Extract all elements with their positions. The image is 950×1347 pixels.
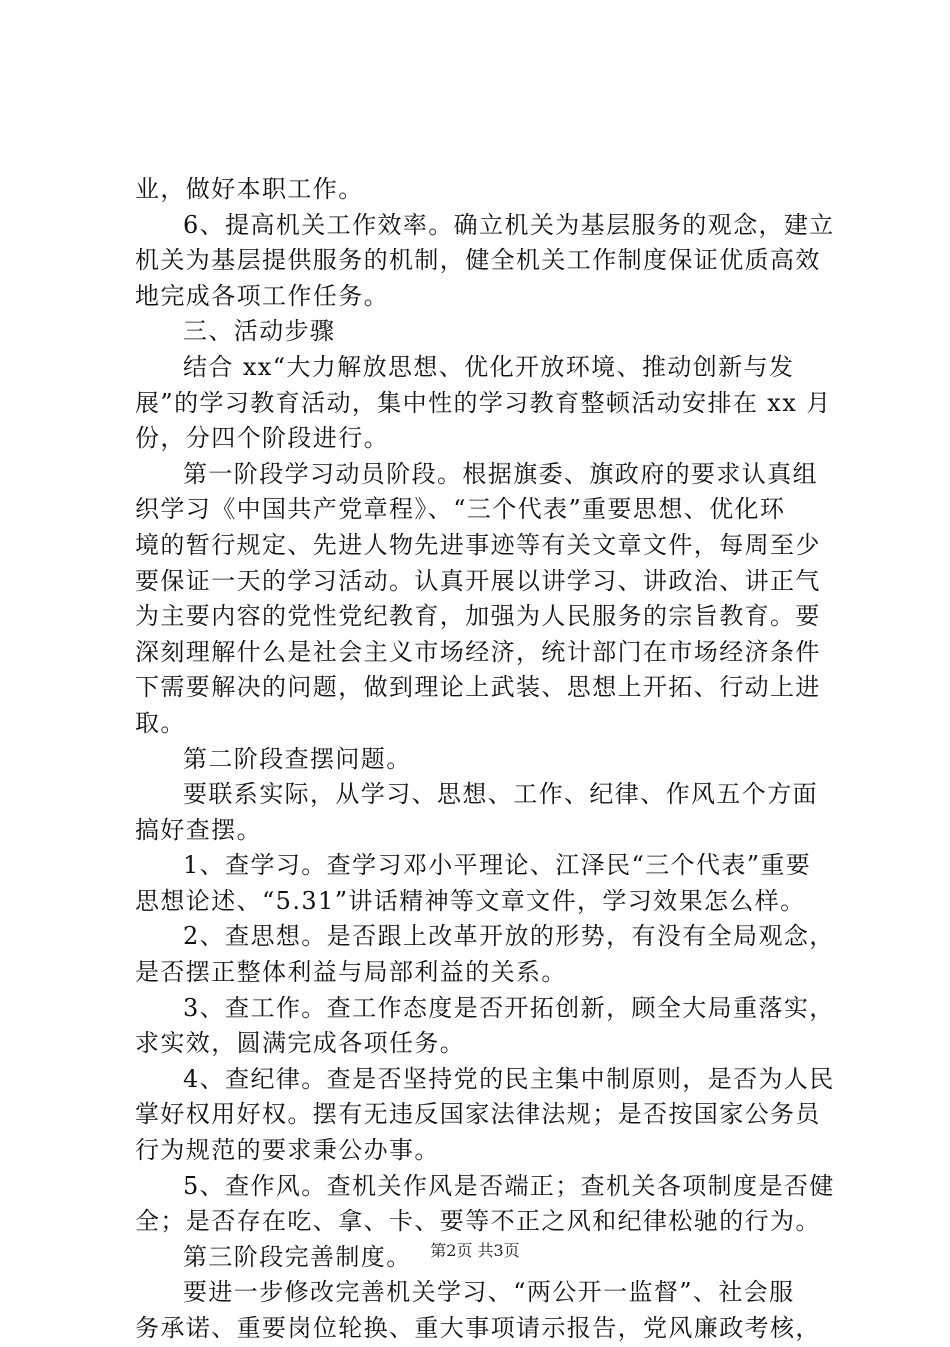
text-line: 求实效，圆满完成各项任务。 xyxy=(135,1029,466,1058)
text-line: 搞好查摆。 xyxy=(135,815,262,844)
text-line: 掌好权用好权。摆有无违反国家法律法规；是否按国家公务员 xyxy=(135,1100,821,1129)
text-line: 下需要解决的问题，做到理论上武装、思想上开拓、行动上进 xyxy=(135,673,821,702)
text-line: 第一阶段学习动员阶段。根据旗委、旗政府的要求认真组 xyxy=(183,459,818,488)
text-line: 3、查工作。查工作态度是否开拓创新，顾全大局重落实， xyxy=(183,993,835,1022)
text-line: 行为规范的要求秉公办事。 xyxy=(135,1136,440,1165)
text-line: 为主要内容的党性党纪教育，加强为人民服务的宗旨教育。要 xyxy=(135,602,821,631)
text-line: 思想论述、“5.31”讲话精神等文章文件，学习效果怎么样。 xyxy=(135,886,806,915)
text-line: 务承诺、重要岗位轮换、重大事项请示报告，党风廉政考核， xyxy=(135,1314,821,1342)
text-line: 机关为基层提供服务的机制，健全机关工作制度保证优质高效 xyxy=(135,246,821,275)
text-line: 深刻理解什么是社会主义市场经济，统计部门在市场经济条件 xyxy=(135,637,821,666)
text-line: 是否摆正整体利益与局部利益的关系。 xyxy=(135,958,567,987)
text-line: 三、活动步骤 xyxy=(183,317,336,346)
text-line: 地完成各项工作任务。 xyxy=(135,281,389,310)
text-line: 1、查学习。查学习邓小平理论、江泽民“三个代表”重要 xyxy=(183,851,812,880)
text-line: 份，分四个阶段进行。 xyxy=(135,424,389,453)
text-line: 要联系实际，从学习、思想、工作、纪律、作风五个方面 xyxy=(183,780,818,809)
text-line: 要进一步修改完善机关学习、“两公开一监督”、社会服 xyxy=(183,1278,795,1307)
page-footer: 第2页 共3页 xyxy=(430,1241,520,1260)
text-line: 全；是否存在吃、拿、卡、要等不正之风和纪律松驰的行为。 xyxy=(135,1207,821,1236)
text-line: 要保证一天的学习活动。认真开展以讲学习、讲政治、讲正气 xyxy=(135,566,821,595)
document-body xyxy=(135,172,835,1347)
text-line: 4、查纪律。查是否坚持党的民主集中制原则，是否为人民 xyxy=(183,1064,835,1093)
text-line: 5、查作风。查机关作风是否端正；查机关各项制度是否健 xyxy=(183,1171,835,1200)
text-line: 结合 xx“大力解放思想、优化开放环境、推动创新与发 xyxy=(183,352,795,381)
text-line: 第三阶段完善制度。 xyxy=(183,1242,412,1271)
text-line: 展”的学习教育活动，集中性的学习教育整顿活动安排在 xx 月 xyxy=(135,388,832,417)
text-line: 境的暂行规定、先进人物先进事迹等有关文章文件，每周至少 xyxy=(135,530,821,559)
text-line: 业，做好本职工作。 xyxy=(135,175,364,203)
text-line: 第二阶段查摆问题。 xyxy=(183,744,412,773)
text-line: 6、提高机关工作效率。确立机关为基层服务的观念，建立 xyxy=(183,210,835,239)
text-line: 织学习《中国共产党章程》、“三个代表”重要思想、优化环 xyxy=(135,495,786,524)
text-line: 取。 xyxy=(135,708,186,737)
text-line: 2、查思想。是否跟上改革开放的形势，有没有全局观念， xyxy=(183,922,835,951)
